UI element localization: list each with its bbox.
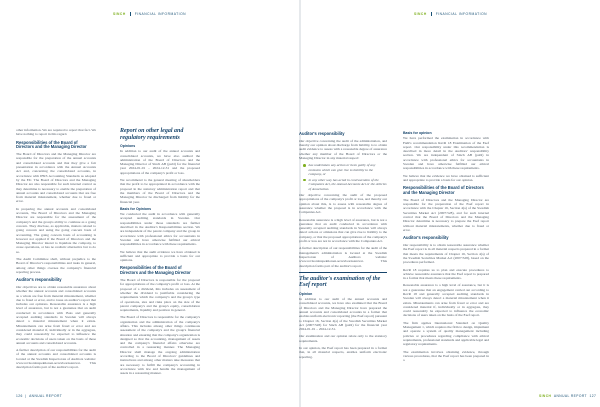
heading-board-responsibilities-2: Responsibilities of the Board of Directors and the Managing Director (120, 265, 191, 276)
left-page (0, 0, 299, 407)
column-3 (299, 128, 387, 362)
footer-label-right: ANNUAL REPORT (553, 394, 587, 398)
bullet-item (303, 163, 387, 176)
paragraph: In addition to our audit of the annual accounts and consolidated accounts, we have also audited the administration of the Board of Directors and the Managing Director of Sinch AB (publ) for the financial year 2024-01-01 – 2024-12-31 and the proposed appropriations of the company's profit or loss. (120, 149, 200, 175)
bullet-dot-icon (303, 179, 306, 182)
section-divider (299, 272, 387, 273)
heading-basis-opinion: Basis for opinion (403, 131, 432, 135)
heading-board-responsibilities-3: Responsibilities of the Board of Directors and the Managing Director (403, 185, 484, 196)
footer-label-left: ANNUAL REPORT (29, 394, 63, 398)
heading-auditor-responsibility-2: Auditor's responsibility (299, 131, 345, 136)
paragraph: Our objective concerning the audit of the proposed appropriations of the company's profit or loss, and thereby our opinion about this, is to assess with reasonable degree of assurance whether the proposal is in accordance with the Companies Act. (299, 193, 387, 215)
bullet-dot-icon (303, 164, 306, 167)
paragraph: We believe that the audit evidence we have obtained is sufficient and appropriate to provide a basis for our opinions. (120, 249, 200, 263)
paragraph: Our objectives are to obtain reasonable assurance about whether the annual accounts and consolidated accounts as a whole are free from material misstatement, whether due to fraud or error, and to issue an auditor's report that includes our opinions. Reasonable assurance is a high level of assurance, but is not a guarantee that an audit conducted in accordance with ISAs and generally accepted auditing standards in Sweden will always detect a material misstatement when it exists. Misstatements can arise from fraud or error and are considered material if, individually or in the aggregate, they could reasonably be expected to influence the economic decisions of users taken on the basis of these annual accounts and consolidated accounts. (16, 285, 96, 345)
heading-opinions: Opinions (120, 144, 136, 148)
heading-auditor-responsibility-3: Auditor's responsibility (403, 235, 449, 241)
heading-auditor-responsibility: Auditor's responsibility (16, 277, 62, 283)
header-divider (431, 12, 432, 16)
heading-basis-opinions: Basis for Opinions (120, 206, 152, 211)
footer-right (539, 394, 596, 398)
column-2 (120, 128, 200, 379)
page-header-left (0, 12, 299, 16)
paragraph: Reasonable assurance is a high level of assurance, but is not a guarantee that an audit conducted in accordance with generally accepted auditing standards in Sweden will always detect actions or omissions that can give rise to liability to the company, or that the proposed appropriations of the company's profit or loss are not in accordance with the Companies Act. (299, 217, 387, 244)
heading-board-responsibilities: Responsibilities of the Board of Directors and the Managing Director (16, 139, 87, 150)
header-divider (130, 12, 131, 16)
paragraph: Reasonable assurance is a high level of assurance, but it is not a guarantee that an engagement carried out according to RevR 18 and generally accepted auditing standards in Sweden will always detect a material misstatement when it exists. Misstatements can arise from fraud or error and are considered material if, individually or in aggregate, they could reasonably be expected to influence the economic decisions of users taken on the basis of the Esef report. (403, 283, 489, 318)
footer-left (16, 394, 62, 398)
brand-logo: SINCH (539, 394, 552, 398)
paragraph: In addition to our audit of the annual accounts and consolidated accounts, we have also examined that the Board of Directors and the Managing Director have prepared the annual accounts and consolidated accounts in a format that enables uniform electronic reporting (the Esef report) pursuant to Chapter 16, Section 4(a) of the Swedish Securities Market Act (2007:528) for Sinch AB (publ) for the financial year 2024-01-01 – 2024-12-31. (299, 297, 387, 332)
paragraph: In our opinion, the Esef report has been prepared in a format that, in all material respects, enables uniform electronic reporting. (299, 346, 387, 359)
page-header-right (301, 12, 600, 16)
paragraph: RevR 18 requires us to plan and execute procedures to achieve reasonable assurance that the Esef report is prepared in a format that meets these requirements. (403, 267, 489, 281)
column-4 (403, 128, 489, 365)
paragraph: The Audit Committee shall, without prejudice to the Board of Director's responsibilities and tasks in general, among other things oversee the company's financial reporting process. (16, 257, 96, 274)
paragraph: We recommend to the general meeting of shareholders that the profit to be appropriated in accordance with the proposal in the statutory administration report and that the members of the Board of Directors and the Managing Director be discharged from liability for the financial year. (120, 178, 200, 204)
heading-opinion: Opinion (299, 291, 313, 296)
paragraph: The firm applies International Standard on Quality Management 1, which requires the firm to design, implement and operate a system of quality management including policies or procedures regarding compliance with ethical requirements, professional standards and applicable legal and regulatory requirements. (403, 320, 490, 347)
paragraph: A further description of our responsibilities for the audit of the annual accounts and consolidated accounts is located at the Swedish Inspectorate of Auditors website: www.revisorsinspektionen.se/revisornsansvar. This description forms part of the auditor's report. (16, 348, 96, 370)
paragraph: The Board of Directors is responsible for the proposal for appropriations of the company's profit or loss. At the proposal of a dividend, this includes an assessment of whether the dividend is justifiable considering the requirements which the company's and the group's type of operations, size and risks place on the size of the parent company's and the group's equity, consolidation requirements, liquidity and position in general. (120, 278, 200, 313)
paragraph: We have performed the examination in accordance with FAR's recommendation RevR 18 Examination of the Esef report. Our responsibility under this recommendation is described in more detail in the Auditors' responsibility section. We are independent of Sinch AB (publ) in accordance with professional ethics for accountants in Sweden and have otherwise fulfilled our ethical responsibilities in accordance with these requirements. (403, 136, 489, 171)
brand-logo: SINCH (112, 12, 126, 16)
paragraph: In preparing the annual accounts and consolidated accounts, The Board of Directors and the Managing Director are responsible for the assessment of the company's and the group's ability to continue as a going concern. They disclose, as applicable, matters related to going concern and using the going concern basis of accounting. The going concern basis of accounting is however not applied if the Board of Directors and the Managing Director intend to liquidate the company, to cease operations, or has no realistic alternative but to do so. (16, 206, 96, 254)
brand-logo: SINCH (413, 12, 427, 16)
page-number-left: 126 (16, 394, 23, 398)
paragraph: We believe that the evidence we have obtained is sufficient and appropriate to provide a basis for our opinion. (403, 173, 489, 182)
section-title-esef: The auditor's examination of the Esef report (299, 275, 381, 289)
paragraph: We conducted the audit in accordance with generally accepted auditing standards in Sweden. Our responsibilities under those standards are further described in the Auditor's Responsibilities section. We are independent of the parent company and the group in accordance with professional ethics for accountants in Sweden and have otherwise fulfilled our ethical responsibilities in accordance with these requirements. (120, 212, 200, 247)
bullet-text: has undertaken any action or been guilty of any omission which can give rise to liability to the company, or (308, 163, 376, 176)
bullet-item (303, 178, 387, 191)
right-page (301, 0, 600, 407)
intro-text: other information. We are required to report that fact. We have nothing to report in this regard. (16, 128, 96, 137)
bullet-text: in any other way has acted in contravention of the Companies Act, the Annual Accounts Act or the Articles of Association. (308, 178, 387, 191)
page-number-right: 127 (589, 394, 597, 398)
paragraph: The Board of Directors and the Managing Director are responsible for the preparation of the Esef report in accordance with the Chapter 16, Section 4(a) of the Swedish Securities Market Act (2007:528), and for such internal control that the Board of Directors and the Managing Director determine is necessary to prepare the Esef report without material misstatements, whether due to fraud or error. (403, 197, 489, 232)
paragraph: Our objective concerning the audit of the administration, and thereby our opinion about discharge from liability, is to obtain audit evidence to assess with a reasonable degree of assurance whether any member of the Board of Directors or the Managing Director in any material respect: (299, 138, 387, 160)
paragraph: The Board of Directors is responsible for the company's organization and the administration of the company's affairs. This includes among other things continuous assessment of the company's and the group's financial situation and ensuring that the company's organization is designed so that the accounting, management of assets and the company's financial affairs otherwise are controlled in a reassuring manner. The Managing Director shall manage the ongoing administration according to the Board of Directors' guidelines and instructions and among other matters take measures that are necessary to fulfill the company's accounting in accordance with law and handle the management of assets in a reassuring manner. (120, 315, 200, 376)
paragraph: The examination involves obtaining evidence, through various procedures, that the Esef report has been prepared in a (403, 349, 489, 363)
paragraph: The Board of Directors and the Managing Director are responsible for the preparation of the annual accounts and consolidated accounts and that they give a fair presentation in accordance with the Annual Accounts Act and, concerning the consolidated accounts, in accordance with IFRS Accounting Standards as adopted by the EU. The Board of Directors and the Managing Director are also responsible for such internal control as they determine is necessary to enable the preparation of annual accounts and consolidated accounts that are free from material misstatement, whether due to fraud or error. (16, 152, 96, 204)
paragraph: Our examination and our opinion relate only to the statutory requirements. (299, 334, 387, 343)
paragraph: A further description of our responsibilities for the audit of the management's administration is located at the Swedish Inspectorate of Auditors website: www.revisorsinspektionen.se/revisornsansvar. This description forms part of the auditor's report. (299, 246, 387, 268)
paragraph: Our responsibility is to obtain reasonable assurance whether the Esef report is in all material respects prepared in a format that meets the requirements of Chapter 16, Section 4(a) of the Swedish Securities Market Act (2007:528), based on the procedures performed. (403, 243, 489, 265)
header-section: FINANCIAL INFORMATION (134, 12, 187, 16)
section-title-legal: Report on other legal and regulatory requirements (120, 128, 184, 141)
column-1 (16, 128, 96, 373)
brand-logo: | (25, 394, 27, 398)
header-section: FINANCIAL INFORMATION (435, 12, 488, 16)
